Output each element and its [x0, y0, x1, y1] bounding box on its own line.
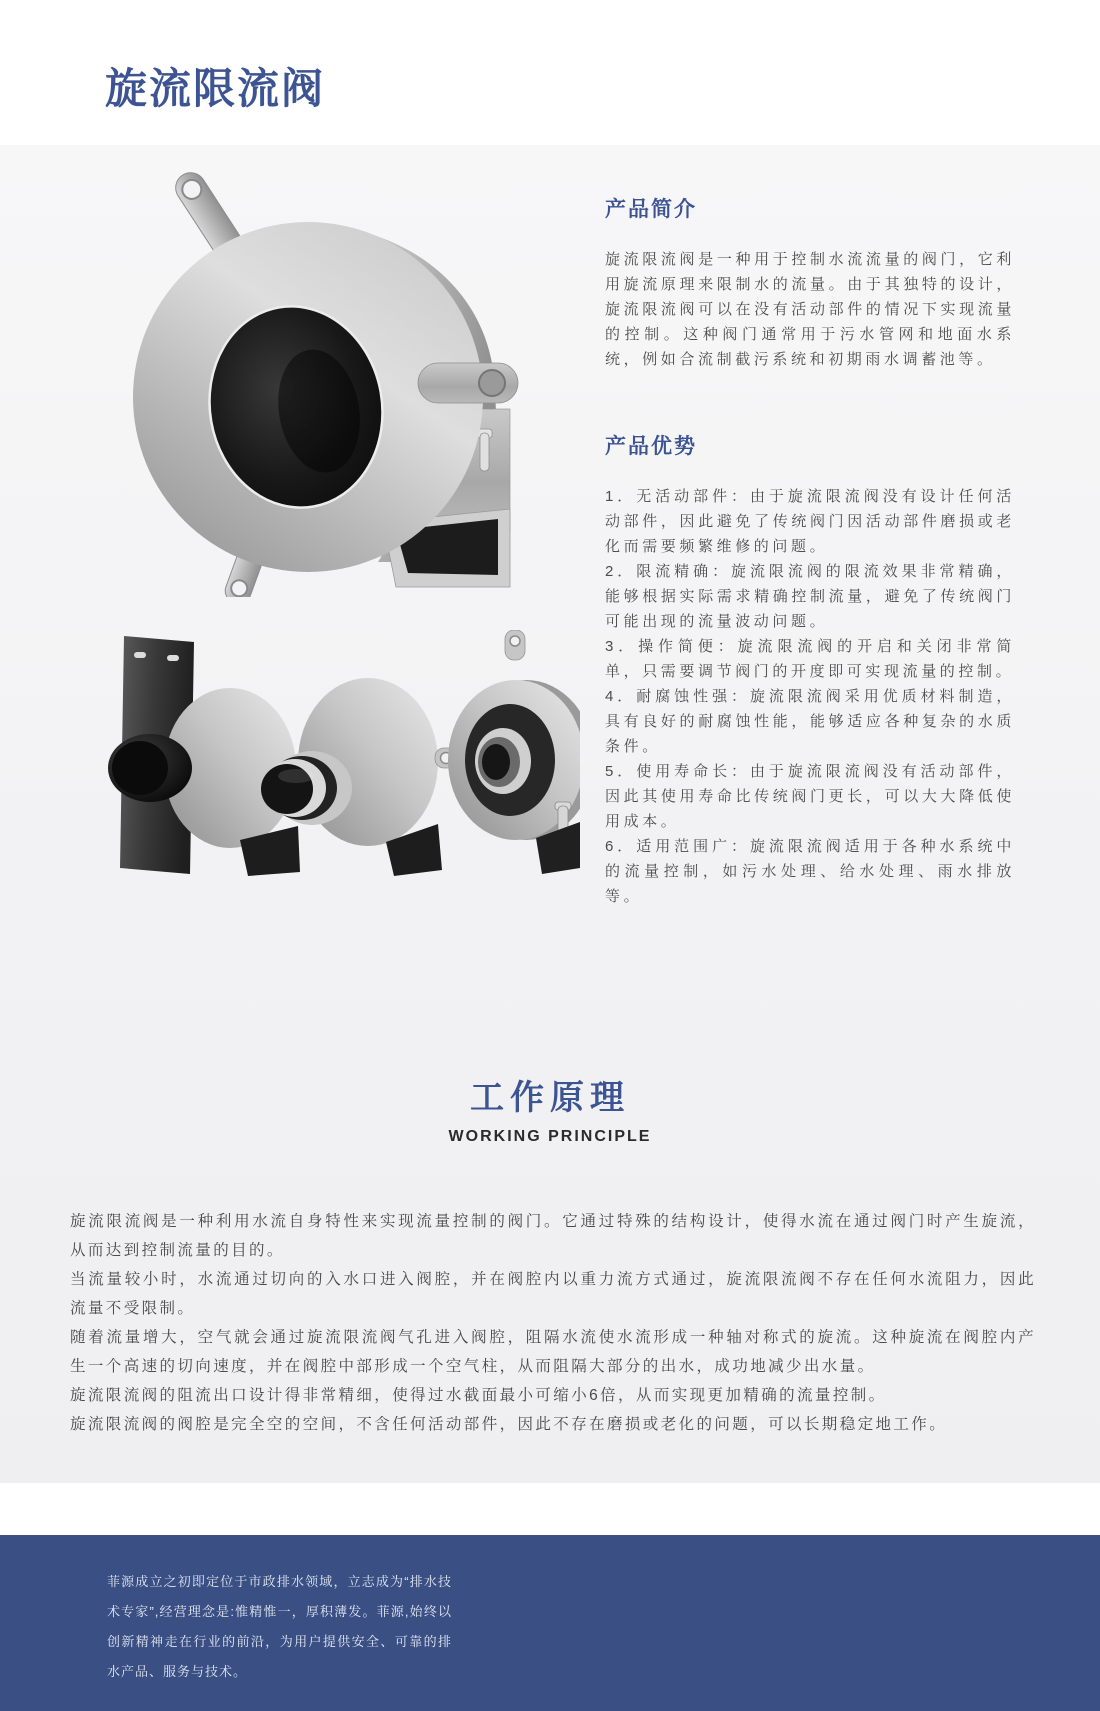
footer-text: 菲源成立之初即定位于市政排水领域，立志成为“排水技术专家”,经营理念是:惟精惟一，厚积薄发。菲源,始终以创新精神走在行业的前沿，为用户提供安全、可靠的排水产品、服务与技术。 [107, 1574, 452, 1679]
principle-header [0, 1070, 1100, 1146]
main-product-image [128, 167, 528, 597]
principle-paragraph: 旋流限流阀是一种利用水流自身特性来实现流量控制的阀门。它通过特殊的结构设计，使得水流在通过阀门时产生旋流，从而达到控制流量的目的。 [70, 1213, 1036, 1259]
advantage-item: 1．无活动部件：由于旋流限流阀没有设计任何活动部件，因此避免了传统阀门因活动部件磨损或老化而需要频繁维修的问题。 [605, 488, 1015, 555]
content-area [0, 145, 1100, 1483]
product-variants-image [90, 630, 580, 880]
advantages-heading: 产品优势 [605, 435, 697, 458]
advantage-item: 3．操作简便：旋流限流阀的开启和关闭非常简单，只需要调节阀门的开度即可实现流量的控制。 [605, 638, 1015, 680]
intro-paragraph: 旋流限流阀是一种用于控制水流流量的阀门，它利用旋流原理来限制水的流量。由于其独特的设计，旋流限流阀可以在没有活动部件的情况下实现流量的控制。这种阀门通常用于污水管网和地面水系统，例如合流制截污系统和初期雨水调蓄池等。 [605, 251, 1015, 368]
principle-subheading: WORKING PRINCIPLE [448, 1128, 652, 1145]
valve-variants-illustration [90, 630, 580, 880]
right-column [605, 193, 1015, 909]
page-header [0, 0, 1100, 145]
principle-paragraph: 旋流限流阀的阻流出口设计得非常精细，使得过水截面最小可缩小6倍，从而实现更加精确的流量控制。 [70, 1387, 887, 1404]
vortex-valve-illustration [128, 167, 528, 597]
advantage-item: 6．适用范围广：旋流限流阀适用于各种水系统中的流量控制，如污水处理、给水处理、雨水排放等。 [605, 838, 1015, 905]
principle-paragraph: 当流量较小时，水流通过切向的入水口进入阀腔，并在阀腔内以重力流方式通过，旋流限流阀不存在任何水流阻力，因此流量不受限制。 [70, 1271, 1036, 1317]
principle-paragraph: 旋流限流阀的阀腔是完全空的空间，不含任何活动部件，因此不存在磨损或老化的问题，可以长期稳定地工作。 [70, 1416, 948, 1433]
page-title: 旋流限流阀 [105, 65, 326, 112]
valve-variant-plate [108, 636, 300, 876]
page-footer [0, 1535, 1100, 1711]
advantage-item: 2．限流精确：旋流限流阀的限流效果非常精确，能够根据实际需求精确控制流量，避免了传统阀门可能出现的流量波动问题。 [605, 563, 1015, 630]
principle-paragraph: 随着流量增大，空气就会通过旋流限流阀气孔进入阀腔，阻隔水流使水流形成一种轴对称式的旋流。这种旋流在阀腔内产生一个高速的切向速度，并在阀腔中部形成一个空气柱，从而阻隔大部分的出水，成功地减少出水量。 [70, 1329, 1036, 1375]
intro-body [605, 247, 1015, 372]
intro-heading: 产品简介 [605, 198, 697, 221]
valve-variant-ring [435, 630, 580, 874]
advantage-item: 4．耐腐蚀性强：旋流限流阀采用优质材料制造，具有良好的耐腐蚀性能，能够适应各种复杂的水质条件。 [605, 688, 1015, 755]
advantage-item: 5．使用寿命长：由于旋流限流阀没有活动部件，因此其使用寿命比传统阀门更长，可以大大降低使用成本。 [605, 763, 1015, 830]
principle-heading: 工作原理 [470, 1079, 630, 1117]
advantages-list [605, 484, 1015, 909]
principle-paragraphs [70, 1207, 1036, 1439]
